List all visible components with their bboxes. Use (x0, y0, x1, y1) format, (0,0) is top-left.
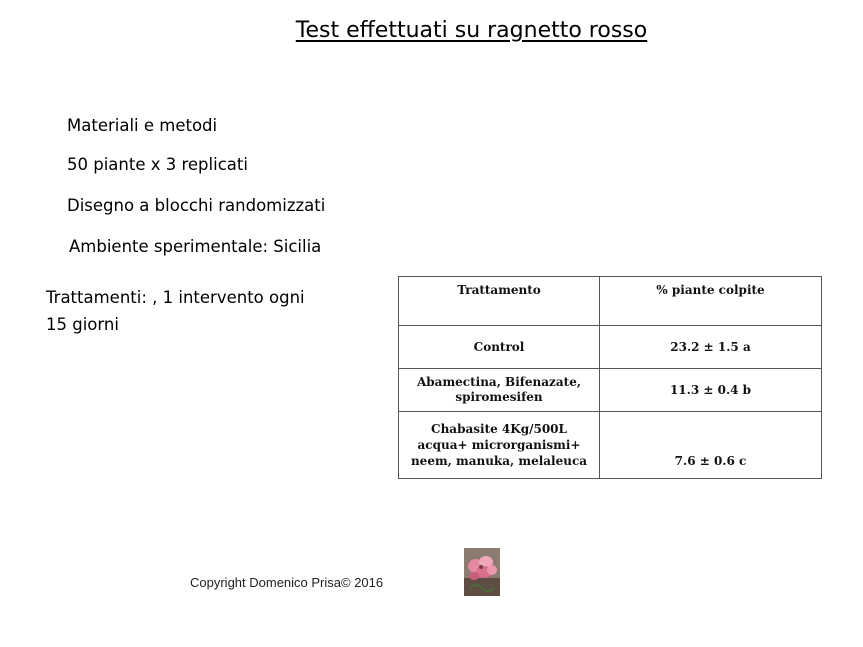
treatment-cell: Abamectina, Bifenazate, spiromesifen (399, 369, 600, 412)
treatment-cell: Chabasite 4Kg/500L acqua+ microrganismi+ neem, manuka, melaleuca (399, 412, 600, 479)
treatments-note: Trattamenti: , 1 intervento ogni 15 giorni (46, 288, 305, 334)
table-row (399, 369, 822, 412)
table-row (399, 326, 822, 369)
experimental-design: Disegno a blocchi randomizzati (67, 196, 326, 215)
table-header-row (399, 277, 822, 326)
methods-heading: Materiali e metodi (67, 116, 218, 135)
plants-replicates: 50 piante x 3 replicati (67, 155, 248, 174)
table-row (399, 412, 822, 479)
experimental-environment: Ambiente sperimentale: Sicilia (69, 237, 322, 256)
pink-flower-photo-icon (464, 548, 500, 596)
results-table (398, 276, 822, 479)
value-cell: 7.6 ± 0.6 c (600, 412, 822, 479)
value-cell: 23.2 ± 1.5 a (600, 326, 822, 369)
page-title: Test effettuati su ragnetto rosso (295, 18, 648, 43)
copyright-text: Copyright Domenico Prisa© 2016 (190, 575, 384, 590)
header-affected-plants: % piante colpite (600, 277, 822, 326)
header-treatment: Trattamento (399, 277, 600, 326)
treatment-cell: Control (399, 326, 600, 369)
value-cell: 11.3 ± 0.4 b (600, 369, 822, 412)
